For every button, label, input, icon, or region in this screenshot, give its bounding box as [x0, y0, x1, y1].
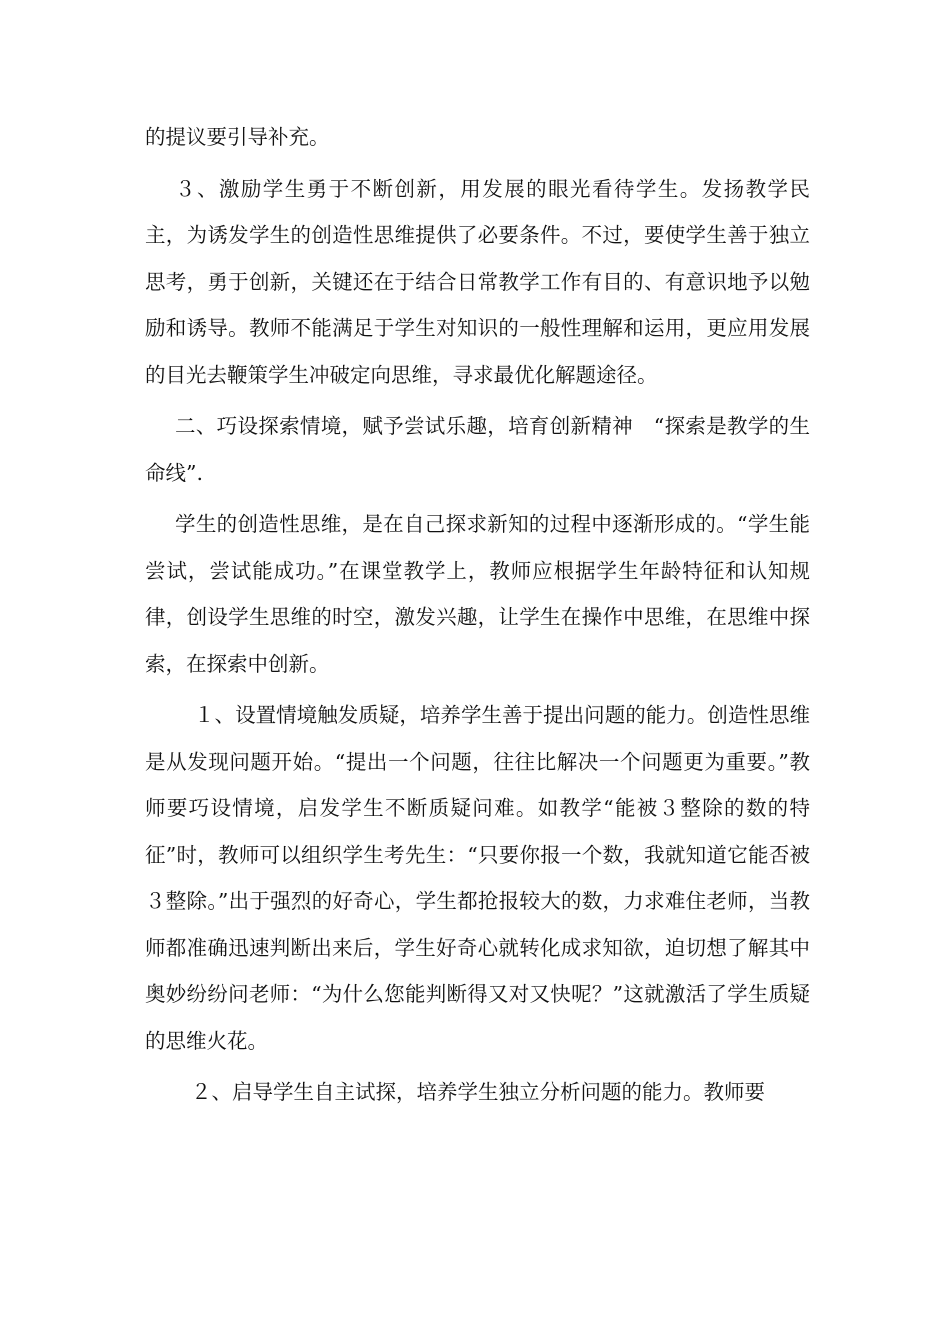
document-body — [145, 114, 810, 1116]
paragraph-4: 学生的创造性思维，是在自己探求新知的过程中逐渐形成的。“学生能尝试，尝试能成功。”在课堂教学上，教师应根据学生年龄特征和认知规律，创设学生思维的时空，激发兴趣，让学生在操作中思维，在思维中探索，在探索中创新。 — [145, 512, 810, 676]
paragraph-5: １、设置情境触发质疑，培养学生善于提出问题的能力。创造性思维是从发现问题开始。“提出一个问题，往往比解决一个问题更为重要。”教师要巧设情境，启发学生不断质疑问难。如教学“能被３整除的数的特征”时，教师可以组织学生考先生：“只要你报一个数，我就知道它能否被３整除。”出于强烈的好奇心，学生都抢报较大的数，力求难住老师，当教师都准确迅速判断出来后，学生好奇心就转化成求知欲，迫切想了解其中奥妙纷纷问老师：“为什么您能判断得又对又快呢？”这就激活了学生质疑的思维火花。 — [145, 703, 810, 1053]
paragraph-2: ３、激励学生勇于不断创新，用发展的眼光看待学生。发扬教学民主，为诱发学生的创造性思维提供了必要条件。不过，要使学生善于独立思考，勇于创新，关键还在于结合日常教学工作有目的、有意识地予以勉励和诱导。教师不能满足于学生对知识的一般性理解和运用，更应用发展的目光去鞭策学生冲破定向思维，寻求最优化解题途径。 — [145, 176, 810, 387]
paragraph-3-heading: 二、巧设探索情境，赋予尝试乐趣，培育创新精神 “探索是教学的生命线”. — [145, 414, 810, 485]
paragraph-1: 的提议要引导补充。 — [145, 125, 330, 149]
paragraph-6: ２、启导学生自主试探，培养学生独立分析问题的能力。教师要 — [191, 1080, 765, 1104]
